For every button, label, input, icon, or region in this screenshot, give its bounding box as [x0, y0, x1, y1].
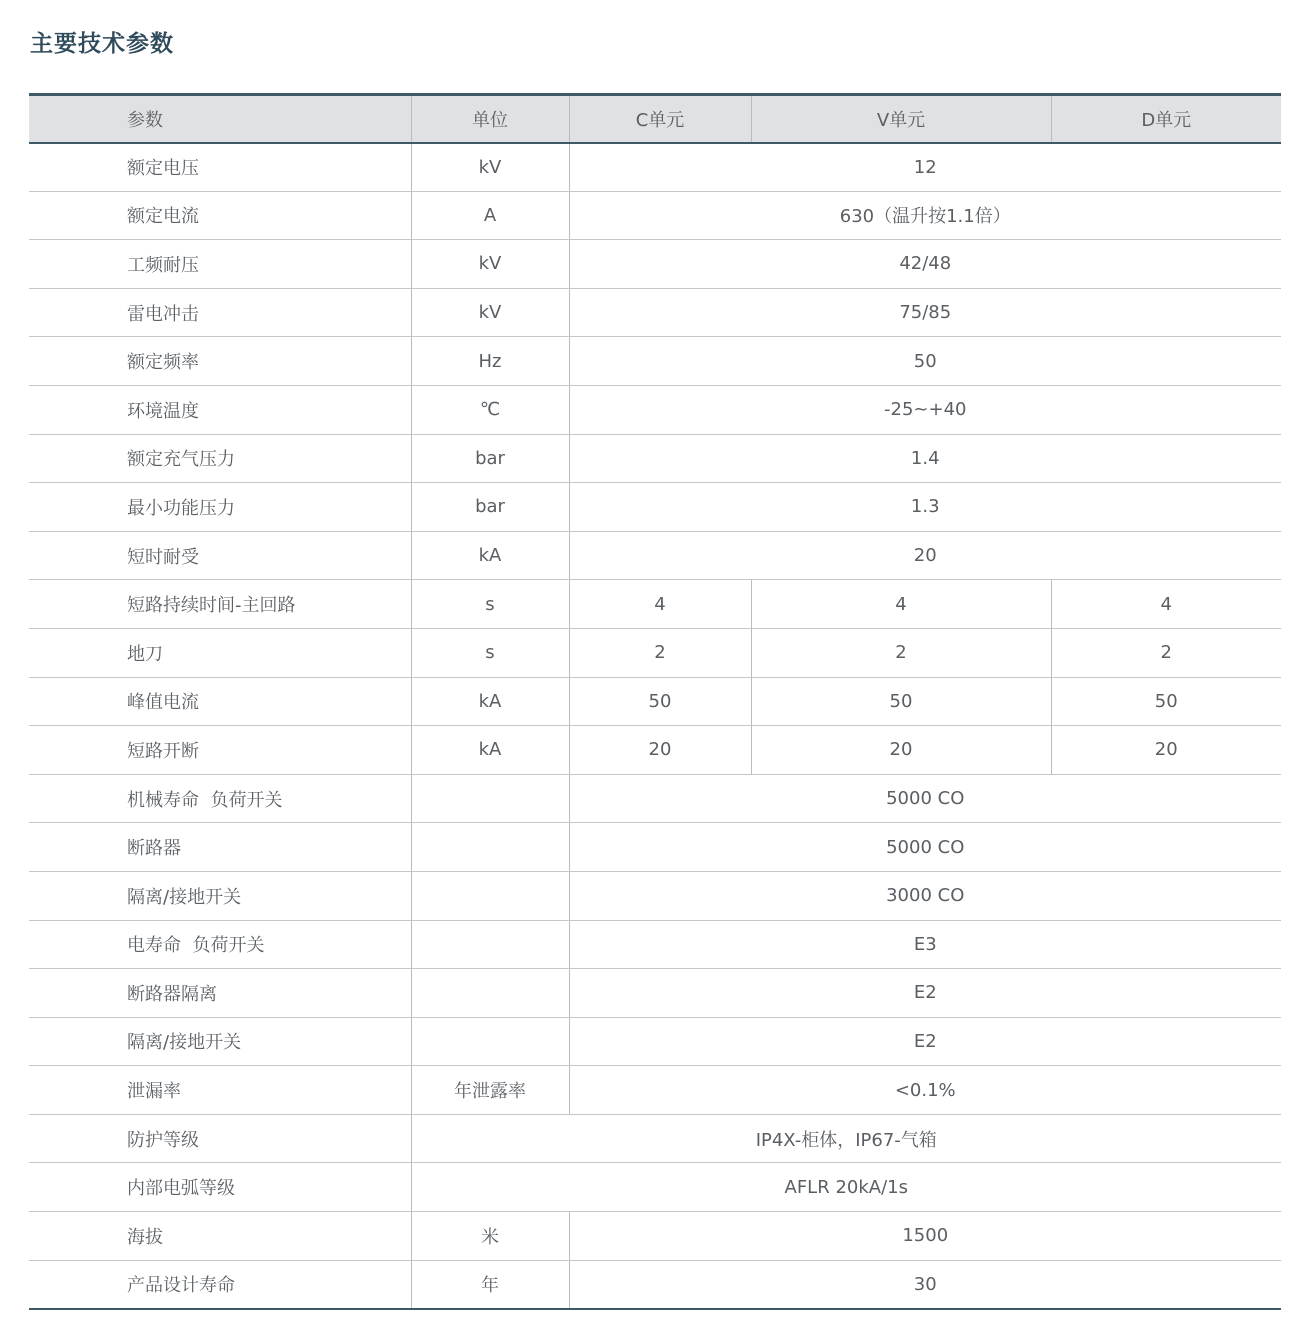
value-cell: 1500 — [569, 1212, 1281, 1261]
technical-parameters-table — [29, 93, 1281, 1310]
unit-cell: ℃ — [411, 385, 569, 434]
table-row — [29, 823, 1281, 872]
table-row — [29, 531, 1281, 580]
header-param: 参数 — [29, 95, 411, 143]
c-unit-cell: 2 — [569, 628, 751, 677]
param-cell: 额定频率 — [29, 337, 411, 386]
table-row — [29, 1163, 1281, 1212]
param-cell: 额定电流 — [29, 191, 411, 240]
value-cell: 20 — [569, 531, 1281, 580]
table-row — [29, 726, 1281, 775]
param-cell: 短路持续时间-主回路 — [29, 580, 411, 629]
table-row — [29, 580, 1281, 629]
value-cell: 3000 CO — [569, 871, 1281, 920]
unit-cell: 米 — [411, 1212, 569, 1261]
value-cell: 5000 CO — [569, 774, 1281, 823]
table-row — [29, 143, 1281, 192]
v-unit-cell: 2 — [751, 628, 1051, 677]
value-cell: -25~+40 — [569, 385, 1281, 434]
header-c-unit: C单元 — [569, 95, 751, 143]
param-cell: 峰值电流 — [29, 677, 411, 726]
c-unit-cell: 4 — [569, 580, 751, 629]
unit-cell: kV — [411, 240, 569, 289]
value-cell: 1.4 — [569, 434, 1281, 483]
value-cell: 42/48 — [569, 240, 1281, 289]
unit-cell: 年泄露率 — [411, 1066, 569, 1115]
unit-cell: Hz — [411, 337, 569, 386]
table-row — [29, 191, 1281, 240]
unit-cell: kA — [411, 677, 569, 726]
table-row — [29, 1066, 1281, 1115]
unit-cell — [411, 774, 569, 823]
d-unit-cell: 20 — [1051, 726, 1281, 775]
table-row — [29, 288, 1281, 337]
param-cell: 泄漏率 — [29, 1066, 411, 1115]
unit-cell — [411, 871, 569, 920]
param-cell: 电寿命 负荷开关 — [29, 920, 411, 969]
value-cell: 30 — [569, 1260, 1281, 1309]
table-row — [29, 774, 1281, 823]
param-cell: 最小功能压力 — [29, 483, 411, 532]
value-cell: IP4X-柜体，IP67-气箱 — [411, 1114, 1281, 1163]
param-cell: 海拔 — [29, 1212, 411, 1261]
value-cell: E2 — [569, 1017, 1281, 1066]
table-row — [29, 1017, 1281, 1066]
param-cell: 短时耐受 — [29, 531, 411, 580]
table-row — [29, 385, 1281, 434]
unit-cell: kV — [411, 143, 569, 192]
unit-cell — [411, 823, 569, 872]
unit-cell: s — [411, 580, 569, 629]
unit-cell: 年 — [411, 1260, 569, 1309]
table-row — [29, 434, 1281, 483]
value-cell: 50 — [569, 337, 1281, 386]
param-cell: 隔离/接地开关 — [29, 871, 411, 920]
unit-cell — [411, 969, 569, 1018]
param-cell: 断路器隔离 — [29, 969, 411, 1018]
page-title: 主要技术参数 — [30, 31, 174, 57]
value-cell: 12 — [569, 143, 1281, 192]
param-cell: 内部电弧等级 — [29, 1163, 411, 1212]
param-cell: 工频耐压 — [29, 240, 411, 289]
param-cell: 产品设计寿命 — [29, 1260, 411, 1309]
table-row — [29, 1260, 1281, 1309]
value-cell: 75/85 — [569, 288, 1281, 337]
unit-cell: kV — [411, 288, 569, 337]
param-cell: 环境温度 — [29, 385, 411, 434]
table-row — [29, 1212, 1281, 1261]
param-cell: 雷电冲击 — [29, 288, 411, 337]
value-cell: E3 — [569, 920, 1281, 969]
header-unit: 单位 — [411, 95, 569, 143]
table-row — [29, 969, 1281, 1018]
table-row — [29, 337, 1281, 386]
param-cell: 防护等级 — [29, 1114, 411, 1163]
table-row — [29, 871, 1281, 920]
unit-cell: bar — [411, 434, 569, 483]
param-cell: 地刀 — [29, 628, 411, 677]
table-row — [29, 240, 1281, 289]
d-unit-cell: 4 — [1051, 580, 1281, 629]
header-d-unit: D单元 — [1051, 95, 1281, 143]
value-cell: 1.3 — [569, 483, 1281, 532]
param-cell: 额定充气压力 — [29, 434, 411, 483]
value-cell: AFLR 20kA/1s — [411, 1163, 1281, 1212]
param-cell: 短路开断 — [29, 726, 411, 775]
unit-cell: bar — [411, 483, 569, 532]
v-unit-cell: 50 — [751, 677, 1051, 726]
d-unit-cell: 50 — [1051, 677, 1281, 726]
table-row — [29, 677, 1281, 726]
c-unit-cell: 20 — [569, 726, 751, 775]
value-cell: 5000 CO — [569, 823, 1281, 872]
unit-cell: A — [411, 191, 569, 240]
unit-cell: kA — [411, 726, 569, 775]
v-unit-cell: 20 — [751, 726, 1051, 775]
value-cell: 630（温升按1.1倍） — [569, 191, 1281, 240]
c-unit-cell: 50 — [569, 677, 751, 726]
header-v-unit: V单元 — [751, 95, 1051, 143]
unit-cell: s — [411, 628, 569, 677]
table-row — [29, 1114, 1281, 1163]
d-unit-cell: 2 — [1051, 628, 1281, 677]
v-unit-cell: 4 — [751, 580, 1051, 629]
table-row — [29, 628, 1281, 677]
param-cell: 隔离/接地开关 — [29, 1017, 411, 1066]
value-cell: <0.1% — [569, 1066, 1281, 1115]
param-cell: 额定电压 — [29, 143, 411, 192]
param-cell: 机械寿命 负荷开关 — [29, 774, 411, 823]
table-row — [29, 483, 1281, 532]
table-header-row — [29, 95, 1281, 143]
param-cell: 断路器 — [29, 823, 411, 872]
unit-cell — [411, 920, 569, 969]
unit-cell: kA — [411, 531, 569, 580]
unit-cell — [411, 1017, 569, 1066]
value-cell: E2 — [569, 969, 1281, 1018]
table-row — [29, 920, 1281, 969]
